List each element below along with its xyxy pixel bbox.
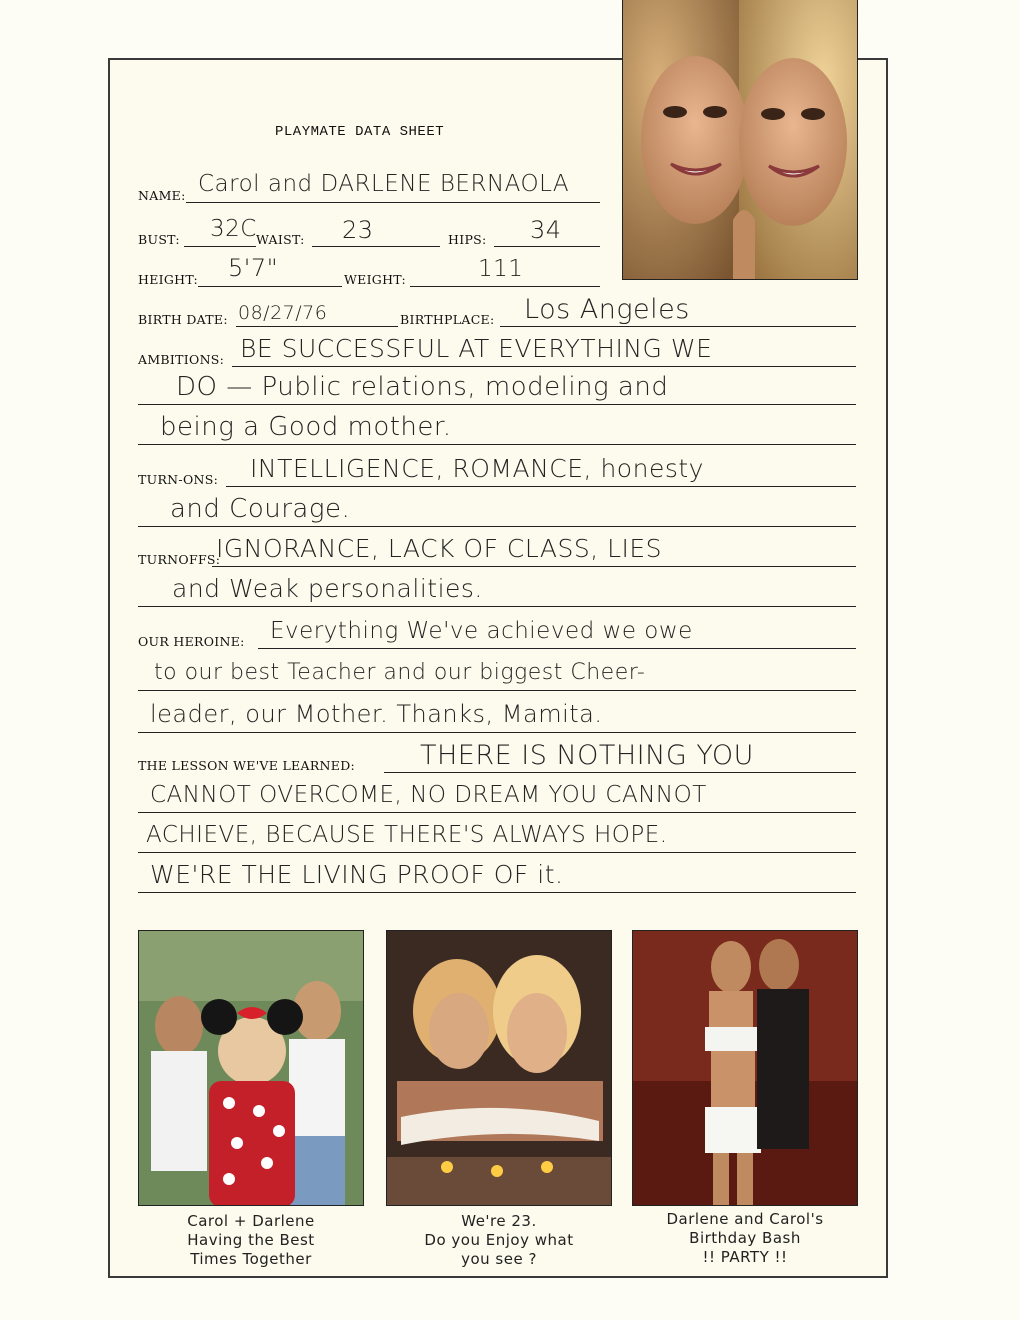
caption-1-line-1: Carol + Darlene	[187, 1212, 315, 1230]
weight-rule	[410, 286, 600, 287]
birth-date-value: 08/27/76	[238, 302, 328, 324]
heroine-rule-1	[258, 648, 856, 649]
sheet-title: PLAYMATE DATA SHEET	[275, 124, 445, 140]
caption-1-line-3: Times Together	[190, 1250, 312, 1268]
lesson-label: THE LESSON WE'VE LEARNED:	[138, 758, 356, 773]
lesson-line-3: ACHIEVE, BECAUSE THERE'S ALWAYS HOPE.	[146, 822, 668, 848]
ambitions-label: AMBITIONS:	[138, 352, 225, 367]
heroine-line-1: Everything We've achieved we owe	[270, 618, 693, 644]
heroine-line-2: to our best Teacher and our biggest Cheer-	[154, 660, 646, 685]
cake-photo-image	[387, 931, 612, 1206]
ambitions-rule-3	[138, 444, 856, 445]
disneyland-photo-image	[139, 931, 364, 1206]
caption-3-line-3: !! PARTY !!	[702, 1248, 788, 1266]
caption-2-line-2: Do you Enjoy what	[424, 1231, 574, 1249]
turnoffs-rule-2	[138, 606, 856, 607]
name-value: Carol and DARLENE BERNAOLA	[198, 171, 570, 197]
birth-date-rule	[236, 326, 398, 327]
turnoffs-line-1: IGNORANCE, LACK OF CLASS, LIES	[216, 534, 663, 563]
caption-2-line-3: you see ?	[461, 1250, 537, 1268]
caption-photo-3	[626, 1210, 864, 1267]
hips-label: HIPS:	[448, 232, 487, 247]
weight-label: WEIGHT:	[344, 272, 406, 287]
turn-ons-line-2: and Courage.	[170, 494, 351, 524]
caption-2-line-1: We're 23.	[461, 1212, 537, 1230]
header-photo	[622, 0, 858, 280]
hips-rule	[494, 246, 600, 247]
hips-value: 34	[530, 216, 562, 244]
photo-birthday-cake	[386, 930, 612, 1206]
birthplace-value: Los Angeles	[524, 294, 690, 325]
lesson-rule-1	[384, 772, 856, 773]
ambitions-rule-2	[138, 404, 856, 405]
height-label: HEIGHT:	[138, 272, 199, 287]
bust-rule	[184, 246, 256, 247]
caption-photo-1	[130, 1212, 372, 1269]
bust-value: 32C	[210, 216, 257, 242]
bust-label: BUST:	[138, 232, 180, 247]
ambitions-rule-1	[232, 366, 856, 367]
lesson-line-4: WE'RE THE LIVING PROOF OF it.	[150, 860, 564, 889]
turn-ons-rule-1	[226, 486, 856, 487]
ambitions-line-3: being a Good mother.	[160, 412, 452, 442]
turnoffs-label: TURNOFFS:	[138, 552, 221, 567]
heroine-line-3: leader, our Mother. Thanks, Mamita.	[150, 700, 603, 728]
heroine-rule-2	[138, 690, 856, 691]
twins-portrait-image	[623, 0, 858, 280]
caption-photo-2	[378, 1212, 620, 1269]
turnoffs-rule-1	[212, 566, 856, 567]
birthplace-rule	[500, 326, 856, 327]
turn-ons-label: TURN-ONS:	[138, 472, 219, 487]
lesson-rule-2	[138, 812, 856, 813]
caption-3-line-2: Birthday Bash	[689, 1229, 801, 1247]
lesson-rule-4	[138, 892, 856, 893]
turn-ons-rule-2	[138, 526, 856, 527]
ambitions-line-1: BE SUCCESSFUL AT EVERYTHING WE	[240, 334, 713, 363]
turnoffs-line-2: and Weak personalities.	[172, 574, 483, 603]
weight-value: 111	[478, 256, 524, 282]
heroine-label: OUR HEROINE:	[138, 634, 245, 649]
ambitions-line-2: DO — Public relations, modeling and	[176, 372, 669, 402]
lesson-line-1: THERE IS NOTHING YOU	[420, 740, 754, 771]
caption-1-line-2: Having the Best	[187, 1231, 315, 1249]
name-label: NAME:	[138, 188, 186, 203]
lesson-rule-3	[138, 852, 856, 853]
photo-birthday-bash	[632, 930, 858, 1206]
waist-rule	[312, 246, 440, 247]
heroine-rule-3	[138, 732, 856, 733]
height-value: 5'7"	[228, 254, 279, 282]
height-rule	[198, 286, 342, 287]
name-rule	[186, 202, 600, 203]
turn-ons-line-1: INTELLIGENCE, ROMANCE, honesty	[250, 454, 704, 483]
caption-3-line-1: Darlene and Carol's	[666, 1210, 824, 1228]
lesson-line-2: CANNOT OVERCOME, NO DREAM YOU CANNOT	[150, 782, 707, 808]
birthplace-label: BIRTHPLACE:	[400, 312, 495, 327]
waist-label: WAIST:	[256, 232, 305, 247]
waist-value: 23	[342, 216, 374, 244]
photo-disneyland	[138, 930, 364, 1206]
party-photo-image	[633, 931, 858, 1206]
birth-date-label: BIRTH DATE:	[138, 312, 228, 327]
